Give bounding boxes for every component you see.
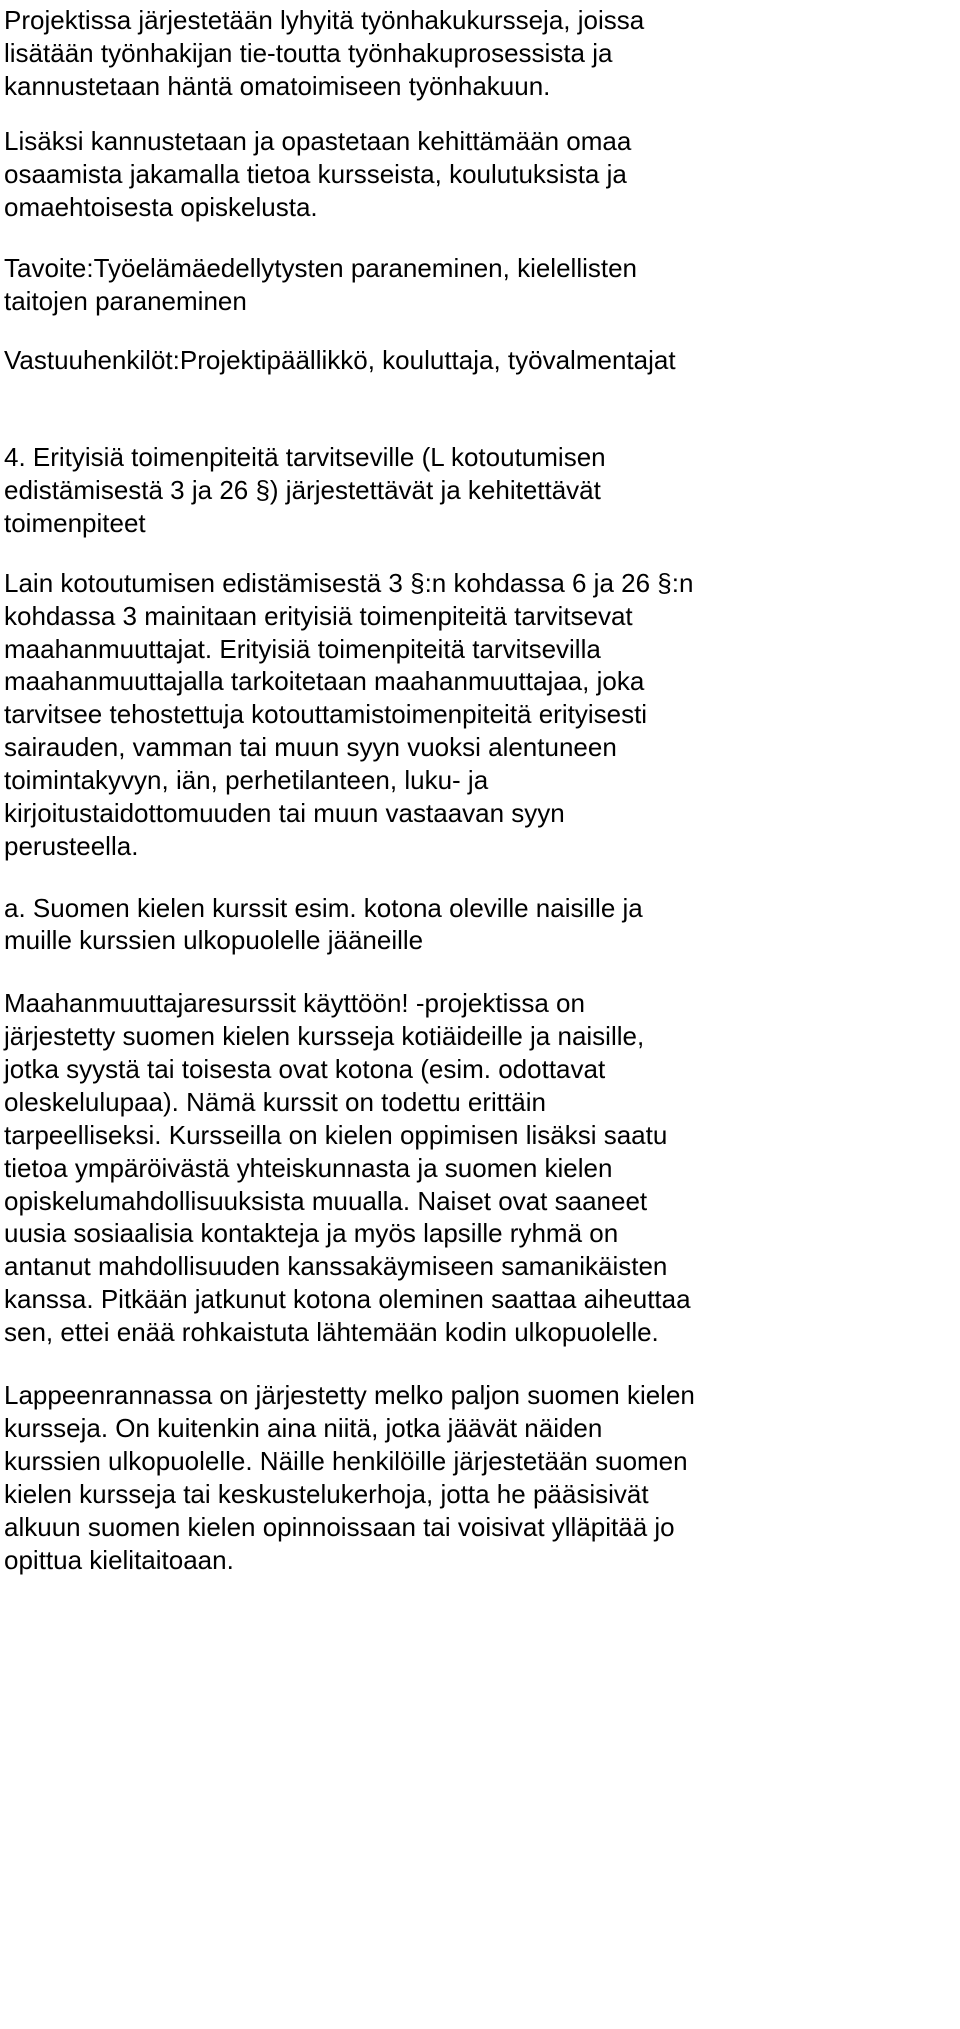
law-line-1: Lain kotoutumisen edistämisestä 3 §:n kohdassa 6 ja 26 §:n (4, 568, 694, 598)
resources-line-6: tietoa ympäröivästä yhteiskunnasta ja suomen kielen (4, 1153, 613, 1183)
goal-line-1: Tavoite:Työelämäedellytysten paraneminen, kielellisten (4, 253, 638, 283)
lappeenranta-line-5: alkuun suomen kielen opinnoissaan tai voisivat ylläpitää jo (4, 1512, 675, 1542)
lappeenranta-line-6: opittua kielitaitoaan. (4, 1545, 234, 1575)
subsection-a-line-2: muille kurssien ulkopuolelle jääneille (4, 925, 424, 955)
law-line-3: maahanmuuttajat. Erityisiä toimenpiteitä tarvitsevilla (4, 634, 601, 664)
lappeenranta-line-2: kursseja. On kuitenkin aina niitä, jotka jäävät näiden (4, 1413, 603, 1443)
resources-line-5: tarpeelliseksi. Kursseilla on kielen oppimisen lisäksi saatu (4, 1120, 668, 1150)
lappeenranta-line-1: Lappeenrannassa on järjestetty melko paljon suomen kielen (4, 1380, 695, 1410)
resources-line-10: kanssa. Pitkään jatkunut kotona oleminen saattaa aiheuttaa (4, 1284, 691, 1314)
responsible-persons-line: Vastuuhenkilöt:Projektipäällikkö, kouluttaja, työvalmentajat (4, 345, 676, 375)
section-4-heading-line-2: edistämisestä 3 ja 26 §) järjestettävät ja kehitettävät (4, 475, 601, 505)
subsection-a-line-1: a. Suomen kielen kurssit esim. kotona oleville naisille ja (4, 893, 643, 923)
section-4-heading-line-3: toimenpiteet (4, 508, 146, 538)
law-line-9: perusteella. (4, 831, 139, 861)
law-line-7: toimintakyvyn, iän, perhetilanteen, luku- ja (4, 765, 489, 795)
resources-line-2: järjestetty suomen kielen kursseja kotiäideille ja naisille, (4, 1021, 645, 1051)
encouragement-line-1: Lisäksi kannustetaan ja opastetaan kehittämään omaa (4, 126, 632, 156)
intro-line-3: kannustetaan häntä omatoimiseen työnhakuun. (4, 71, 551, 101)
resources-line-3: jotka syystä tai toisesta ovat kotona (esim. odottavat (4, 1054, 606, 1084)
law-line-8: kirjoitustaidottomuuden tai muun vastaavan syyn (4, 798, 565, 828)
law-line-6: sairauden, vamman tai muun syyn vuoksi alentuneen (4, 732, 617, 762)
resources-line-9: antanut mahdollisuuden kanssakäymiseen samanikäisten (4, 1251, 668, 1281)
resources-line-4: oleskelulupaa). Nämä kurssit on todettu erittäin (4, 1087, 546, 1117)
law-line-5: tarvitsee tehostettuja kotouttamistoimenpiteitä erityisesti (4, 699, 648, 729)
law-line-2: kohdassa 3 mainitaan erityisiä toimenpiteitä tarvitsevat (4, 601, 633, 631)
encouragement-line-2: osaamista jakamalla tietoa kursseista, koulutuksista ja (4, 159, 627, 189)
section-4-heading-line-1: 4. Erityisiä toimenpiteitä tarvitseville (L kotoutumisen (4, 442, 606, 472)
goal-line-2: taitojen paraneminen (4, 286, 247, 316)
law-line-4: maahanmuuttajalla tarkoitetaan maahanmuuttajaa, joka (4, 666, 645, 696)
lappeenranta-line-4: kielen kursseja tai keskustelukerhoja, jotta he pääsisivät (4, 1479, 649, 1509)
resources-line-1: Maahanmuuttajaresurssit käyttöön! -projektissa on (4, 988, 585, 1018)
resources-line-7: opiskelumahdollisuuksista muualla. Naiset ovat saaneet (4, 1186, 648, 1216)
intro-line-1: Projektissa järjestetään lyhyitä työnhakukursseja, joissa (4, 5, 645, 35)
lappeenranta-line-3: kurssien ulkopuolelle. Näille henkilöille järjestetään suomen (4, 1446, 688, 1476)
encouragement-line-3: omaehtoisesta opiskelusta. (4, 192, 318, 222)
resources-line-11: sen, ettei enää rohkaistuta lähtemään kodin ulkopuolelle. (4, 1317, 659, 1347)
intro-line-2: lisätään työnhakijan tie-toutta työnhakuprosessista ja (4, 38, 613, 68)
resources-line-8: uusia sosiaalisia kontakteja ja myös lapsille ryhmä on (4, 1218, 619, 1248)
